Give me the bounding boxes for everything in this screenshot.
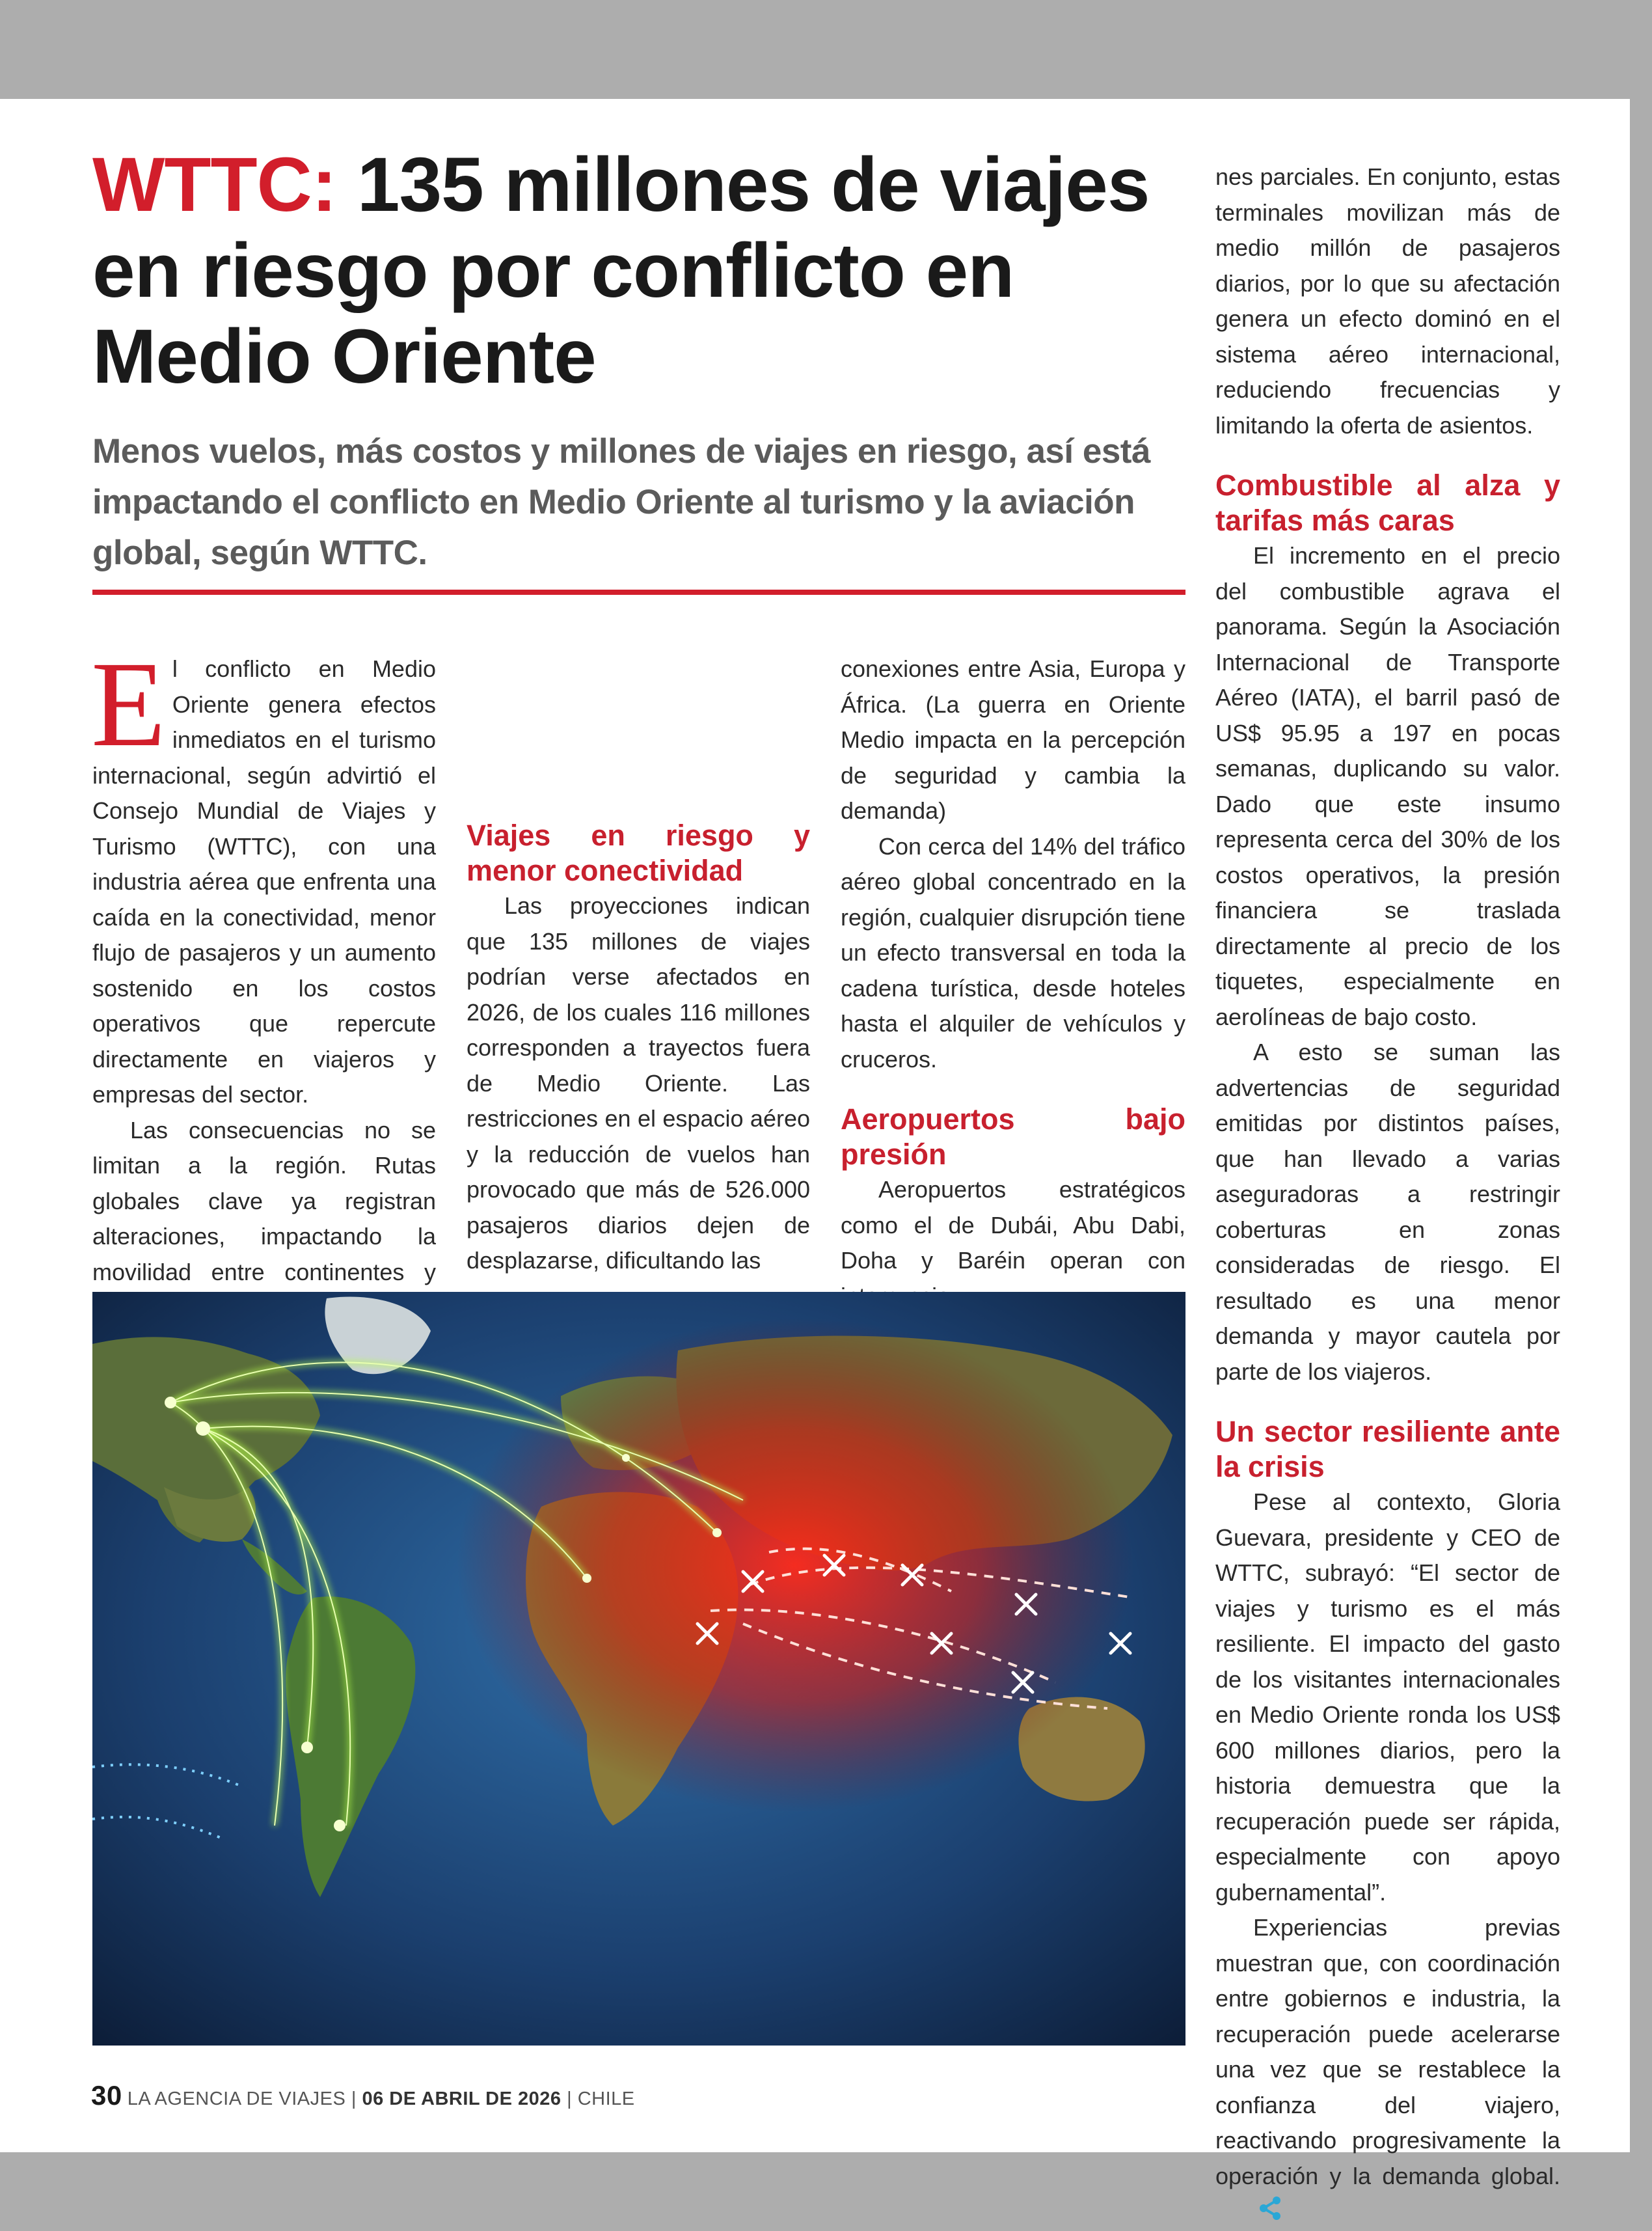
- title-rest: 135 millones de viajes en riesgo por conflicto en Medio Oriente: [92, 142, 1150, 400]
- title-divider: [92, 590, 1185, 595]
- page-footer: [91, 2080, 635, 2111]
- paragraph-advertencias: A esto se suman las advertencias de seguridad emitidas por distintos países, que han llevado a varias aseguradoras a restringir coberturas en zonas consideradas de riesgo. El resultado es una menor demanda y mayor cautela por parte de los viajeros.: [1215, 1039, 1560, 1385]
- heading-sector-resiliente: Un sector resiliente ante la crisis: [1215, 1415, 1560, 1483]
- paragraph-experiencias: [1215, 1910, 1560, 2231]
- paragraph-consecuencias: Las consecuencias no se limitan a la región. Rutas globales clave ya registran alteraciones, impactando la movilidad entre continentes y: [92, 1116, 436, 1285]
- column-2-spacer: [467, 651, 810, 793]
- issue-date: 06 DE ABRIL DE 2026: [362, 2088, 562, 2109]
- column-4: [1215, 159, 1560, 2231]
- closing-text: Experiencias previas muestran que, con coordinación entre gobiernos e industria, la recuperación puede acelerarse una vez que se restablece la confianza del viajero, reactivando progresivamente la operación y la demanda global.: [1215, 1914, 1560, 2189]
- footer-separator: |: [345, 2088, 362, 2109]
- paragraph-combustible: El incremento en el precio del combustible agrava el panorama. Según la Asociación Internacional de Transporte Aéreo (IATA), el barril pasó de US$ 95.95 a 197 en pocas semanas, duplicando su valor. Dado que este insumo representa cerca del 30% de los costos operativos, la presión financiera se traslada directamente al precio de los tiquetes, especialmente en aerolíneas de bajo costo.: [1215, 542, 1560, 1030]
- article-subtitle: Menos vuelos, más costos y millones de viajes en riesgo, así está impactando el conflicto en Medio Oriente al turismo y la aviación global, según WTTC.: [92, 432, 1150, 572]
- world-map-flight-routes-photo: [92, 1292, 1185, 2046]
- paragraph-aeropuertos: Aeropuertos estratégicos como el de Dubái, Abu Dabi, Doha y Baréin operan con: [841, 1176, 1185, 1274]
- heading-viajes-en-riesgo: Viajes en riesgo y menor conectividad: [467, 819, 810, 887]
- publication-name: LA AGENCIA DE VIAJES: [127, 2088, 346, 2109]
- article-title: [92, 142, 1198, 400]
- title-accent: WTTC:: [92, 142, 337, 228]
- intro-text: l conflicto en Medio Oriente genera efectos inmediatos en el turismo internacional, según advirtió el Consejo Mundial de Viajes y Turismo (WTTC), con una industria aérea que enfrenta una caída en la conectividad, menor flujo de pasajeros y un aumento sostenido en los costos operativos que repercute directamente en viajeros y empresas del sector.: [92, 655, 436, 1108]
- intro-paragraph: [91, 636, 436, 1113]
- paragraph-terminales: nes parciales. En conjunto, estas terminales movilizan más de medio millón de pasajeros diarios, por lo que su afectación genera un efecto dominó en el sistema aéreo internacional, reduciendo frecuencias y limitando la oferta de asientos.: [1215, 163, 1560, 439]
- country: CHILE: [577, 2088, 635, 2109]
- heading-combustible: Combustible al alza y tarifas más caras: [1215, 469, 1560, 537]
- drop-cap: E: [91, 636, 166, 772]
- heading-aeropuertos: Aeropuertos bajo presión: [841, 1102, 1185, 1171]
- paragraph-conexiones: conexiones entre Asia, Europa y África. (La guerra en Oriente Medio impacta en la percepción de seguridad y cambia la demanda): [841, 655, 1185, 824]
- column-3: [841, 651, 1185, 1314]
- paragraph-guevara: Pese al contexto, Gloria Guevara, presidente y CEO de WTTC, subrayó: “El sector de viajes y turismo es el más resiliente. El impacto del gasto de los visitantes internacionales en Medio Oriente ronda los US$ 600 millones diarios, pero la historia demuestra que la recuperación puede ser rápida, especialmente con apoyo gubernamental”.: [1215, 1488, 1560, 1906]
- column-2: [467, 651, 810, 1279]
- page-number: 30: [91, 2080, 122, 2111]
- paragraph-trafico: Con cerca del 14% del tráfico aéreo global concentrado en la región, cualquier disrupción tiene un efecto transversal en toda la cadena turística, desde hoteles hasta el alquiler de vehículos y cruceros.: [841, 832, 1185, 1073]
- paragraph-proyecciones: Las proyecciones indican que 135 millones de viajes podrían verse afectados en 2026, de los cuales 116 millones corresponden a trayectos fuera de Medio Oriente. Las restricciones en el espacio aéreo y la reducción de vuelos han provocado que más de 526.000 pasajeros diarios dejen de desplazarse, dificultando las: [467, 892, 810, 1274]
- share-icon[interactable]: [1219, 2195, 1283, 2231]
- footer-separator-2: |: [561, 2088, 578, 2109]
